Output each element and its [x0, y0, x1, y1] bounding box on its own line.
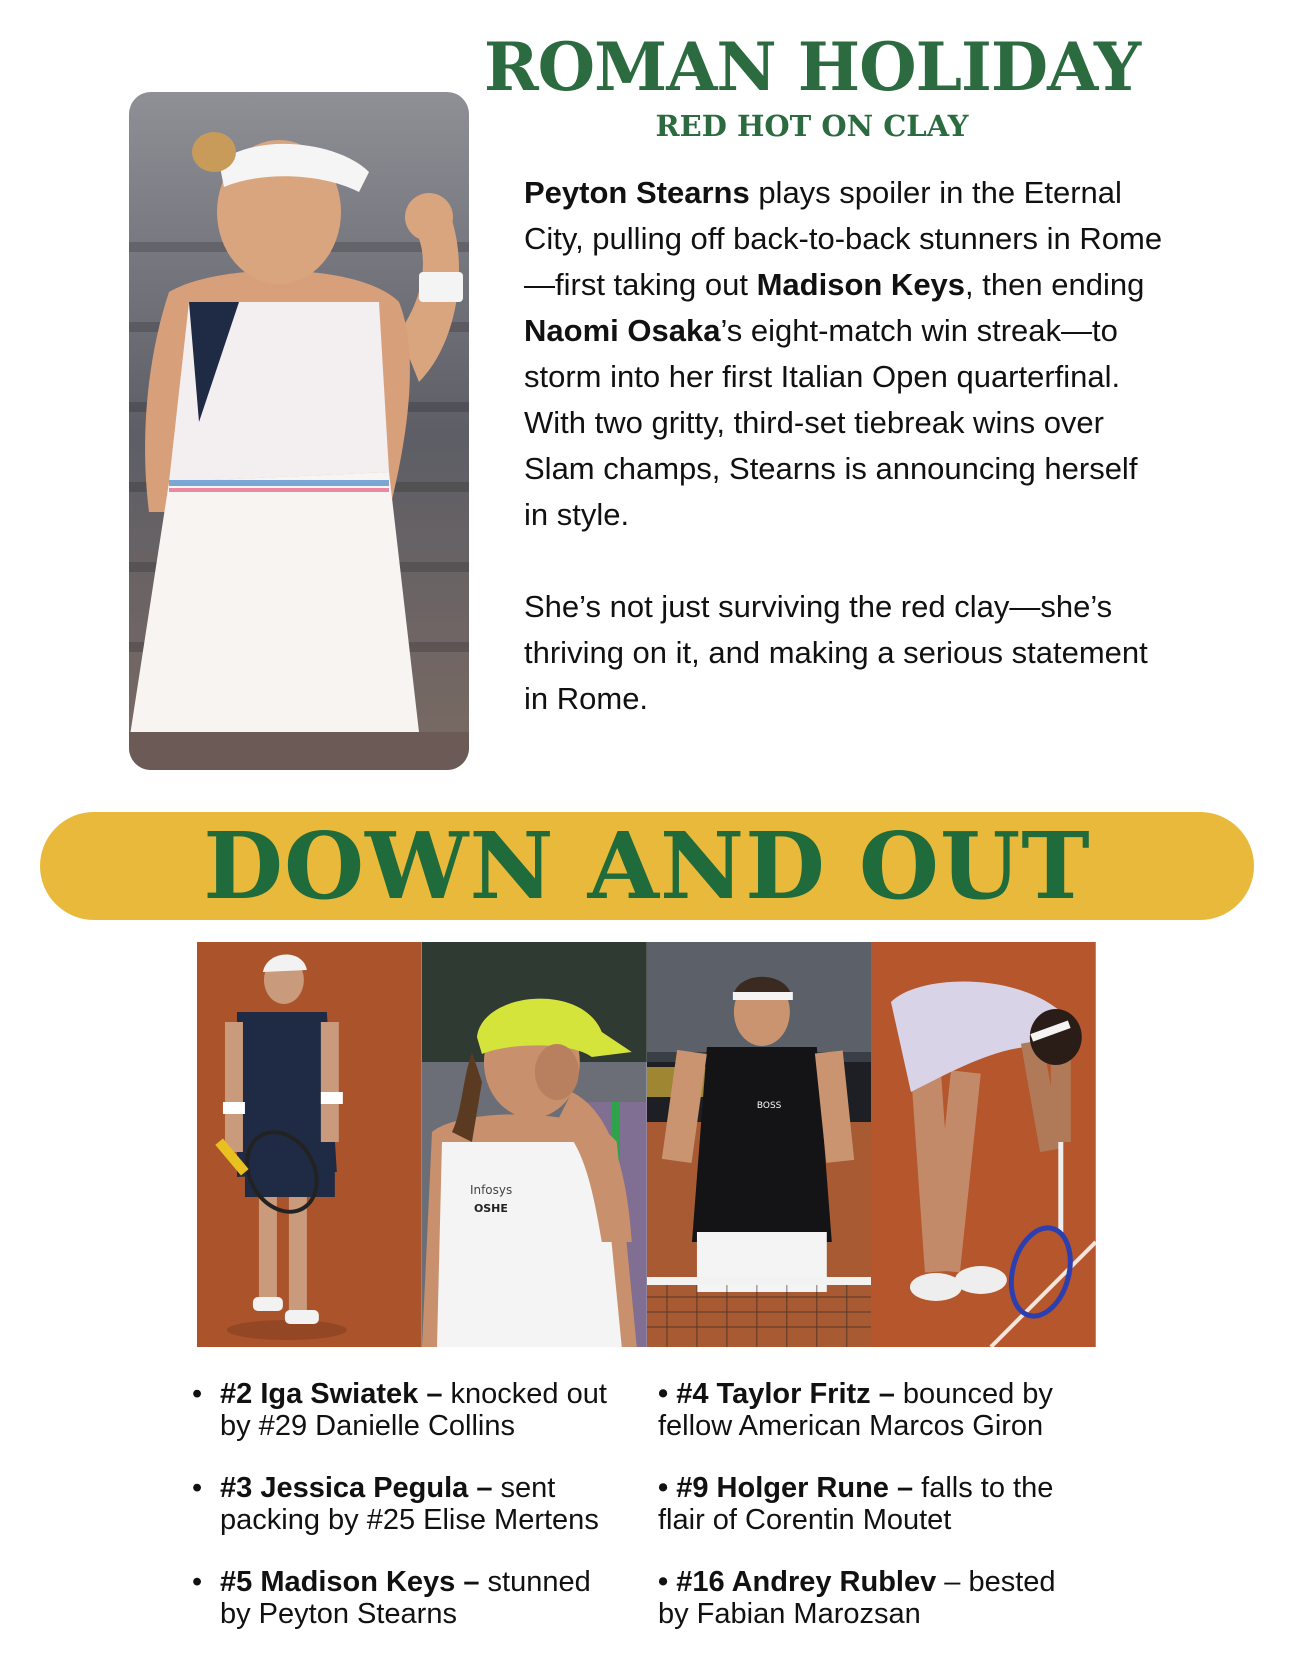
player-name: #9 Holger Rune – [676, 1472, 914, 1504]
result-text: – bested by Fabian Marozsan [658, 1566, 1056, 1630]
name-naomi-osaka: Naomi Osaka [524, 313, 721, 348]
bullet: • [658, 1472, 669, 1504]
photo-player-2 [422, 942, 647, 1347]
player-name: #2 Iga Swiatek – [220, 1378, 443, 1410]
article-text: , then ending [965, 267, 1145, 302]
bullet: • [658, 1378, 669, 1410]
page-title: ROMAN HOLIDAY [483, 28, 1141, 106]
sponsor-label-1: Infosys [469, 1182, 512, 1198]
banner-title: DOWN AND OUT [203, 812, 1091, 920]
list-item [192, 1378, 612, 1442]
page-subtitle: RED HOT ON CLAY [655, 109, 969, 143]
list-item [658, 1472, 1078, 1536]
article-paragraph-1 [524, 170, 1164, 538]
results-column-right [658, 1378, 1078, 1660]
player-name: #16 Andrey Rublev [676, 1566, 937, 1598]
player-name: #3 Jessica Pegula – [220, 1472, 493, 1504]
results-column-left [192, 1378, 612, 1660]
article-text: ’s eight-match win streak—to storm into her first Italian Open quarterfinal. With two gritty, third-set tiebreak wins over Slam champs, Stearns is announcing herself in style. [524, 313, 1138, 532]
article-paragraph-2: She’s not just surviving the red clay—she’s thriving on it, and making a serious statement in Rome. [524, 589, 1148, 716]
article-text: plays spoiler in the Eternal City, pulling off back-to-back stunners in Rome—first taking out [524, 175, 1163, 302]
article-body [524, 170, 1164, 722]
photo-player-3 [647, 942, 872, 1347]
shirt-brand-label: BOSS [756, 1100, 781, 1112]
list-item [658, 1566, 1078, 1630]
sponsor-label-2: OSHE [473, 1201, 508, 1216]
result-text: bounced by fellow American Marcos Giron [658, 1378, 1053, 1442]
result-text: falls to the flair of Corentin Moutet [658, 1472, 1054, 1536]
result-text: stunned by Peyton Stearns [220, 1566, 591, 1630]
photo-player-1 [197, 942, 422, 1347]
photo-player-4 [871, 942, 1096, 1347]
section-banner [40, 812, 1254, 920]
name-madison-keys: Madison Keys [756, 267, 966, 302]
list-item [192, 1566, 612, 1630]
list-item [658, 1378, 1078, 1442]
player-name: #5 Madison Keys – [220, 1566, 480, 1598]
bullet: • [192, 1566, 203, 1598]
bullet: • [658, 1566, 669, 1598]
player-name: #4 Taylor Fritz – [676, 1378, 895, 1410]
hero-photo-stearns [129, 92, 469, 770]
result-text: sent packing by #25 Elise Mertens [220, 1472, 599, 1536]
bullet: • [192, 1472, 203, 1504]
result-text: knocked out by #29 Danielle Collins [220, 1378, 607, 1442]
name-peyton-stearns: Peyton Stearns [524, 175, 750, 210]
bullet: • [192, 1378, 203, 1410]
list-item [192, 1472, 612, 1536]
photo-strip [197, 942, 1096, 1347]
